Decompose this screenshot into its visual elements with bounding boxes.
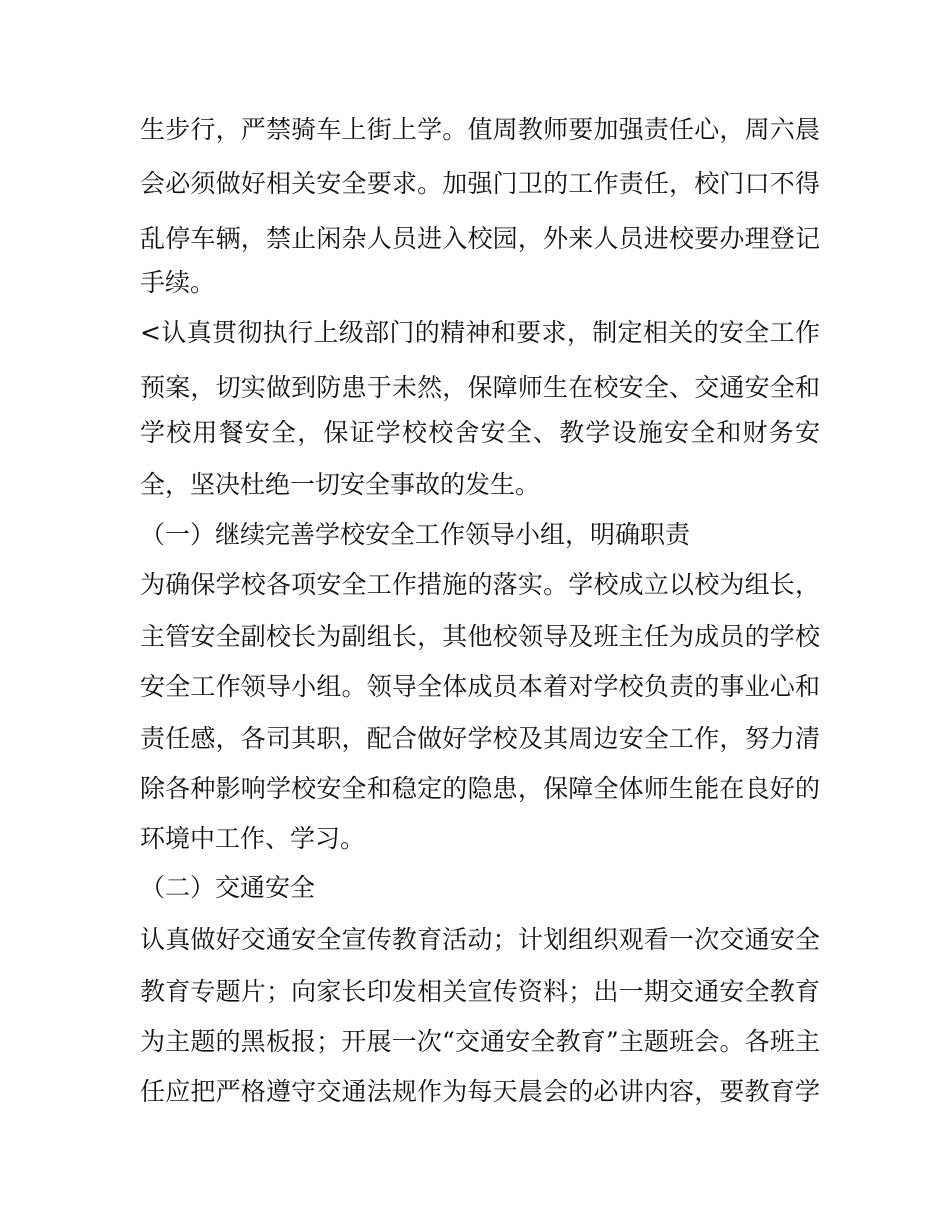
text-line: 为主题的黑板报；开展一次“交通安全教育”主题班会。各班主 [140,1027,820,1056]
text-line: 责任感，各司其职，配合做好学校及其周边安全工作，努力清 [140,724,820,753]
text-line: 学校用餐安全，保证学校校舍安全、教学设施安全和财务安 [140,418,820,447]
text-line: 认真做好交通安全宣传教育活动；计划组织观看一次交通安全 [140,925,820,954]
text-line: 环境中工作、学习。 [140,824,366,853]
section-heading: （二）交通安全 [140,873,316,902]
text-line: 主管安全副校长为副组长，其他校领导及班主任为成员的学校 [140,622,820,651]
text-line: 安全工作领导小组。领导全体成员本着对学校负责的事业心和 [140,672,820,701]
text-line: 全，坚决杜绝一切安全事故的发生。 [140,470,541,499]
text-line: 预案，切实做到防患于未然，保障师生在校安全、交通安全和 [140,373,820,402]
text-line: 会必须做好相关安全要求。加强门卫的工作责任，校门口不得 [140,169,820,198]
text-line: 手续。 [140,268,216,297]
section-heading: （一）继续完善学校安全工作领导小组，明确职责 [140,520,691,549]
text-line: 生步行，严禁骑车上街上学。值周教师要加强责任心，周六晨 [140,115,820,144]
text-line: 任应把严格遵守交通法规作为每天晨会的必讲内容，要教育学 [140,1077,820,1106]
text-line: <认真贯彻执行上级部门的精神和要求，制定相关的安全工作 [140,318,820,347]
text-line: 除各种影响学校安全和稳定的隐患，保障全体师生能在良好的 [140,774,820,803]
text-line: 教育专题片；向家长印发相关宣传资料；出一期交通安全教育 [140,977,820,1006]
text-line: 为确保学校各项安全工作措施的落实。学校成立以校为组长， [140,570,820,599]
text-line: 乱停车辆，禁止闲杂人员进入校园，外来人员进校要办理登记 [140,224,820,253]
